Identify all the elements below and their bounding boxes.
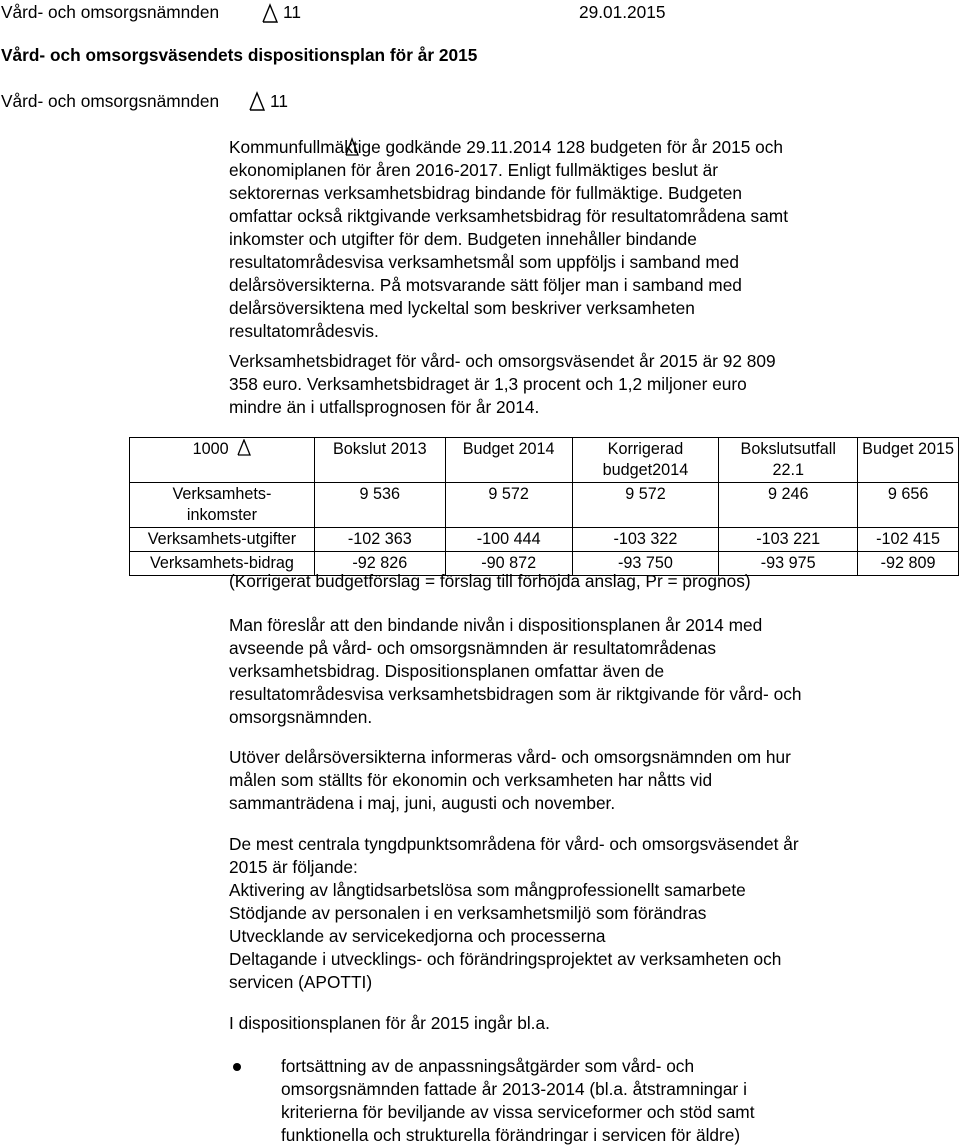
table-cell: -102 415: [858, 528, 959, 552]
bullet-line: omsorgsnämnden fattade år 2013-2014 (bl.a. åtstramningar i: [281, 1079, 747, 1099]
focus-line: Deltagande i utvecklings- och förändringsprojektet av verksamheten och: [229, 949, 782, 969]
focus-line: servicen (APOTTI): [229, 972, 373, 992]
intro-line: resultatområdesvis.: [229, 321, 379, 341]
column-header: [572, 438, 719, 483]
focus-line: Stödjande av personalen i en verksamhetsmiljö som förändras: [229, 903, 707, 923]
bullet-icon: [233, 1063, 241, 1071]
column-header: [314, 438, 445, 483]
proposal-paragraph: [229, 614, 801, 729]
table-cell: -103 221: [719, 528, 858, 552]
intro-line: delårsöversiktena med lyckeltal som beskriver verksamheten: [229, 298, 695, 318]
proposal-line: resultatområdesvisa verksamhetsbidragen som är riktgivande för vård- och: [229, 684, 802, 704]
row-label: Verksamhets-bidrag: [130, 552, 315, 576]
contribution-line: mindre än i utfallsprognosen för år 2014.: [229, 397, 540, 417]
column-header-label: 22.1: [772, 461, 804, 479]
bullet-line: kriterierna för beviljande av vissa serviceformer och stöd samt: [281, 1102, 755, 1122]
triangle-marker-icon: [237, 439, 251, 456]
contribution-paragraph: [229, 350, 776, 419]
table-row: [130, 483, 959, 528]
triangle-marker-icon: [345, 137, 359, 156]
table-cell: -90 872: [445, 552, 572, 576]
table-cell: 9 656: [858, 483, 959, 528]
column-header-label: Bokslut 2013: [332, 440, 427, 458]
table-cell: 9 572: [445, 483, 572, 528]
header-section-number: 11: [283, 2, 301, 22]
column-header-label: Budget 2014: [462, 440, 555, 458]
focus-paragraph: [229, 833, 799, 994]
header-committee: Vård- och omsorgsnämnden: [1, 2, 220, 22]
triangle-marker-icon: [249, 91, 265, 111]
bullet-line: funktionella och strukturella förändringar i servicen för äldre): [281, 1125, 741, 1145]
document-title: Vård- och omsorgsväsendets dispositionsplan för år 2015: [1, 45, 478, 65]
row-label: Verksamhets-utgifter: [130, 528, 315, 552]
proposal-line: Man föreslår att den bindande nivån i dispositionsplanen år 2014 med: [229, 615, 763, 635]
column-header-label: Budget 2015: [862, 440, 954, 458]
column-header-label: Bokslutsutfall: [740, 440, 836, 458]
table-note: (Korrigerat budgetförslag = förslag till förhöjda anslag, Pr = prognos): [229, 571, 751, 591]
proposal-line: omsorgsnämnden.: [229, 707, 373, 727]
subtitle-section-number: 11: [270, 91, 288, 111]
header-date: 29.01.2015: [579, 2, 666, 22]
proposal-line: avseende på vård- och omsorgsnämnden är resultatområdenas: [229, 638, 717, 658]
intro-line: ekonomiplanen för åren 2016-2017. Enligt fullmäktiges beslut är: [229, 160, 718, 180]
intro-line: resultatområdesvisa verksamhetsmål som uppföljs i samband med: [229, 252, 740, 272]
column-header-label: budget2014: [602, 461, 689, 479]
intro-line: omfattar också riktgivande verksamhetsbidrag för resultatområdena samt: [229, 206, 789, 226]
table-unit-cell: [130, 438, 315, 483]
triangle-marker-icon: [262, 3, 278, 23]
bullet-line: fortsättning av de anpassningsåtgärder som vård- och: [281, 1056, 695, 1076]
table-cell: -92 809: [858, 552, 959, 576]
contribution-line: 358 euro. Verksamhetsbidraget är 1,3 procent och 1,2 miljoner euro: [229, 374, 747, 394]
column-header: [445, 438, 572, 483]
table-row: [130, 528, 959, 552]
table-cell: -100 444: [445, 528, 572, 552]
reporting-paragraph: [229, 746, 791, 815]
subtitle-committee: Vård- och omsorgsnämnden: [1, 91, 220, 111]
row-label-text: inkomster: [186, 506, 258, 524]
intro-line: delårsöversikterna. På motsvarande sätt följer man i samband med: [229, 275, 742, 295]
table-cell: 9 246: [719, 483, 858, 528]
table-cell: -103 322: [572, 528, 719, 552]
budget-table: [129, 437, 959, 576]
contribution-line: Verksamhetsbidraget för vård- och omsorgsväsendet år 2015 är 92 809: [229, 351, 776, 371]
intro-line: sektorernas verksamhetsbidrag bindande för fullmäktige. Budgeten: [229, 183, 742, 203]
table-cell: 9 536: [314, 483, 445, 528]
reporting-line: sammanträdena i maj, juni, augusti och november.: [229, 793, 616, 813]
table-header-row: [130, 438, 959, 483]
bullet-item: [281, 1055, 755, 1147]
intro-line: Kommunfullmäktige godkände 29.11.2014 128 budgeten för år 2015 och: [229, 137, 784, 157]
intro-line: inkomster och utgifter för dem. Budgeten innehåller bindande: [229, 229, 697, 249]
table-cell: -93 750: [572, 552, 719, 576]
table-unit: 1000: [192, 440, 229, 458]
column-header-label: Korrigerad: [607, 440, 684, 458]
row-label: [130, 483, 315, 528]
column-header: [858, 438, 959, 483]
table-cell: -93 975: [719, 552, 858, 576]
focus-line: De mest centrala tyngdpunktsområdena för vård- och omsorgsväsendet år: [229, 834, 799, 854]
focus-line: Utvecklande av servicekedjorna och processerna: [229, 926, 606, 946]
focus-line: Aktivering av långtidsarbetslösa som mångprofessionellt samarbete: [229, 880, 746, 900]
focus-line: 2015 är följande:: [229, 857, 358, 877]
column-header: [719, 438, 858, 483]
table-cell: 9 572: [572, 483, 719, 528]
reporting-line: Utöver delårsöversikterna informeras vård- och omsorgsnämnden om hur: [229, 747, 791, 767]
table-cell: -102 363: [314, 528, 445, 552]
row-label-text: Verksamhets-: [172, 485, 272, 503]
reporting-line: målen som ställts för ekonomin och verksamheten har nåtts vid: [229, 770, 713, 790]
proposal-line: verksamhetsbidrag. Dispositionsplanen omfattar även de: [229, 661, 665, 681]
includes-line: I dispositionsplanen för år 2015 ingår bl.a.: [229, 1013, 550, 1033]
intro-paragraph: [229, 136, 788, 343]
table-cell: -92 826: [314, 552, 445, 576]
